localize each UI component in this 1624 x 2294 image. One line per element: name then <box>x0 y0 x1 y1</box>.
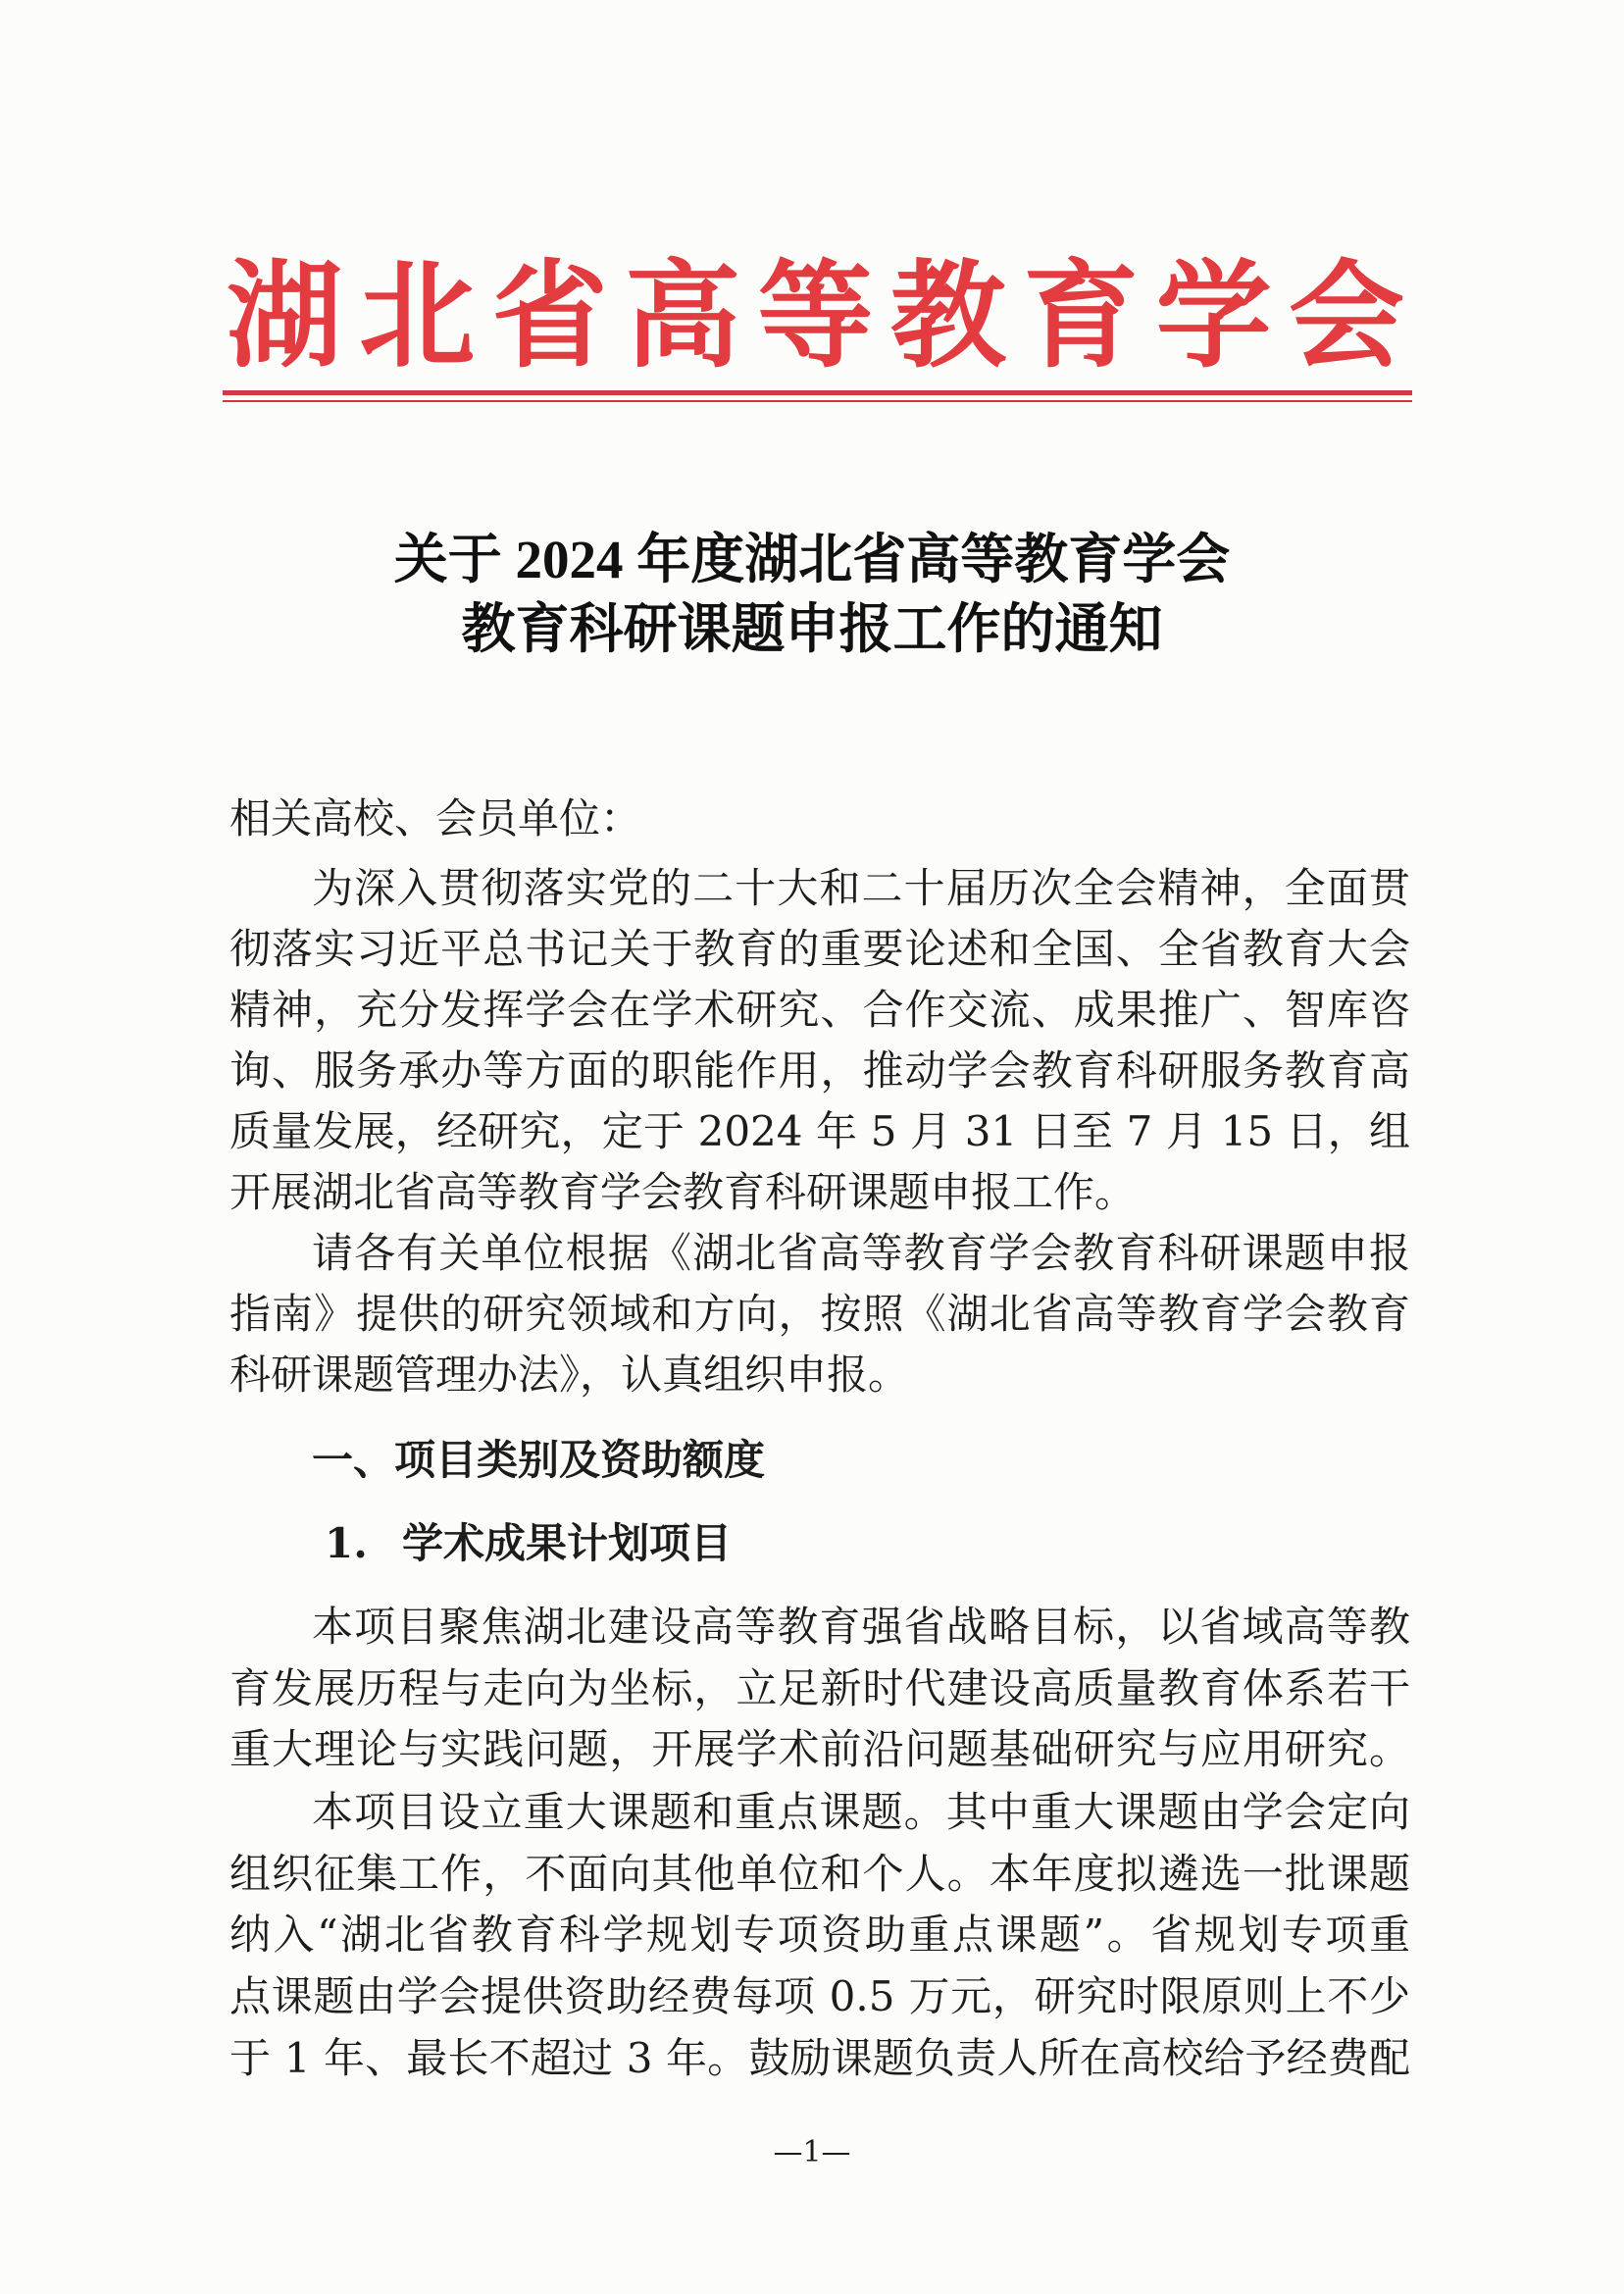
paragraph-line: 组织征集工作，不面向其他单位和个人。本年度拟遴选一批课题 <box>229 1850 1410 1898</box>
subsection-title: 学术成果计划项目 <box>402 1519 733 1567</box>
paragraph-line: 本项目聚焦湖北建设高等教育强省战略目标，以省域高等教 <box>312 1603 1410 1651</box>
paragraph-line: 询、服务承办等方面的职能作用，推动学会教育科研服务教育高 <box>229 1046 1410 1095</box>
paragraph-line: 质量发展，经研究，定于 2024 年 5 月 31 日至 7 月 15 日，组 <box>229 1107 1410 1155</box>
paragraph-line: 指南》提供的研究领域和方向，按照《湖北省高等教育学会教育 <box>229 1290 1410 1338</box>
paragraph-line: 于 1 年、最长不超过 3 年。鼓励课题负责人所在高校给予经费配 <box>229 2034 1410 2082</box>
title-line-2: 教育科研课题申报工作的通知 <box>461 599 1163 659</box>
paragraph-line: 本项目设立重大课题和重点课题。其中重大课题由学会定向 <box>312 1788 1410 1836</box>
letterhead-rule-thin <box>223 400 1412 402</box>
section-heading: 一、项目类别及资助额度 <box>312 1436 766 1484</box>
title-line-1: 关于 2024 年度湖北省高等教育学会 <box>393 530 1231 589</box>
greeting: 相关高校、会员单位： <box>229 794 642 842</box>
paragraph-line: 请各有关单位根据《湖北省高等教育学会教育科研课题申报 <box>312 1229 1410 1277</box>
paragraph-line: 育发展历程与走向为坐标，立足新时代建设高质量教育体系若干 <box>229 1664 1410 1712</box>
paragraph-line: 纳入“湖北省教育科学规划专项资助重点课题”。省规划专项重 <box>229 1911 1410 1959</box>
paragraph-line: 开展湖北省高等教育学会教育科研课题申报工作。 <box>229 1168 1137 1216</box>
paragraph-line: 精神，充分发挥学会在学术研究、合作交流、成果推广、智库咨 <box>229 986 1410 1034</box>
page-number: —1— <box>773 2135 851 2169</box>
paragraph-line: 科研课题管理办法》，认真组织申报。 <box>229 1351 910 1399</box>
letterhead-org-name: 湖北省高等教育学会 <box>227 247 1404 383</box>
paragraph-line: 点课题由学会提供资助经费每项 0.5 万元，研究时限原则上不少 <box>229 1972 1410 2020</box>
letterhead-rule-thick <box>223 390 1412 395</box>
subsection-number: 1. <box>325 1519 368 1567</box>
paragraph-line: 为深入贯彻落实党的二十大和二十届历次全会精神，全面贯 <box>312 864 1410 912</box>
paragraph-line: 重大理论与实践问题，开展学术前沿问题基础研究与应用研究。 <box>229 1725 1410 1773</box>
paragraph-line: 彻落实习近平总书记关于教育的重要论述和全国、全省教育大会 <box>229 925 1410 973</box>
subsection-heading <box>325 1513 1403 1574</box>
